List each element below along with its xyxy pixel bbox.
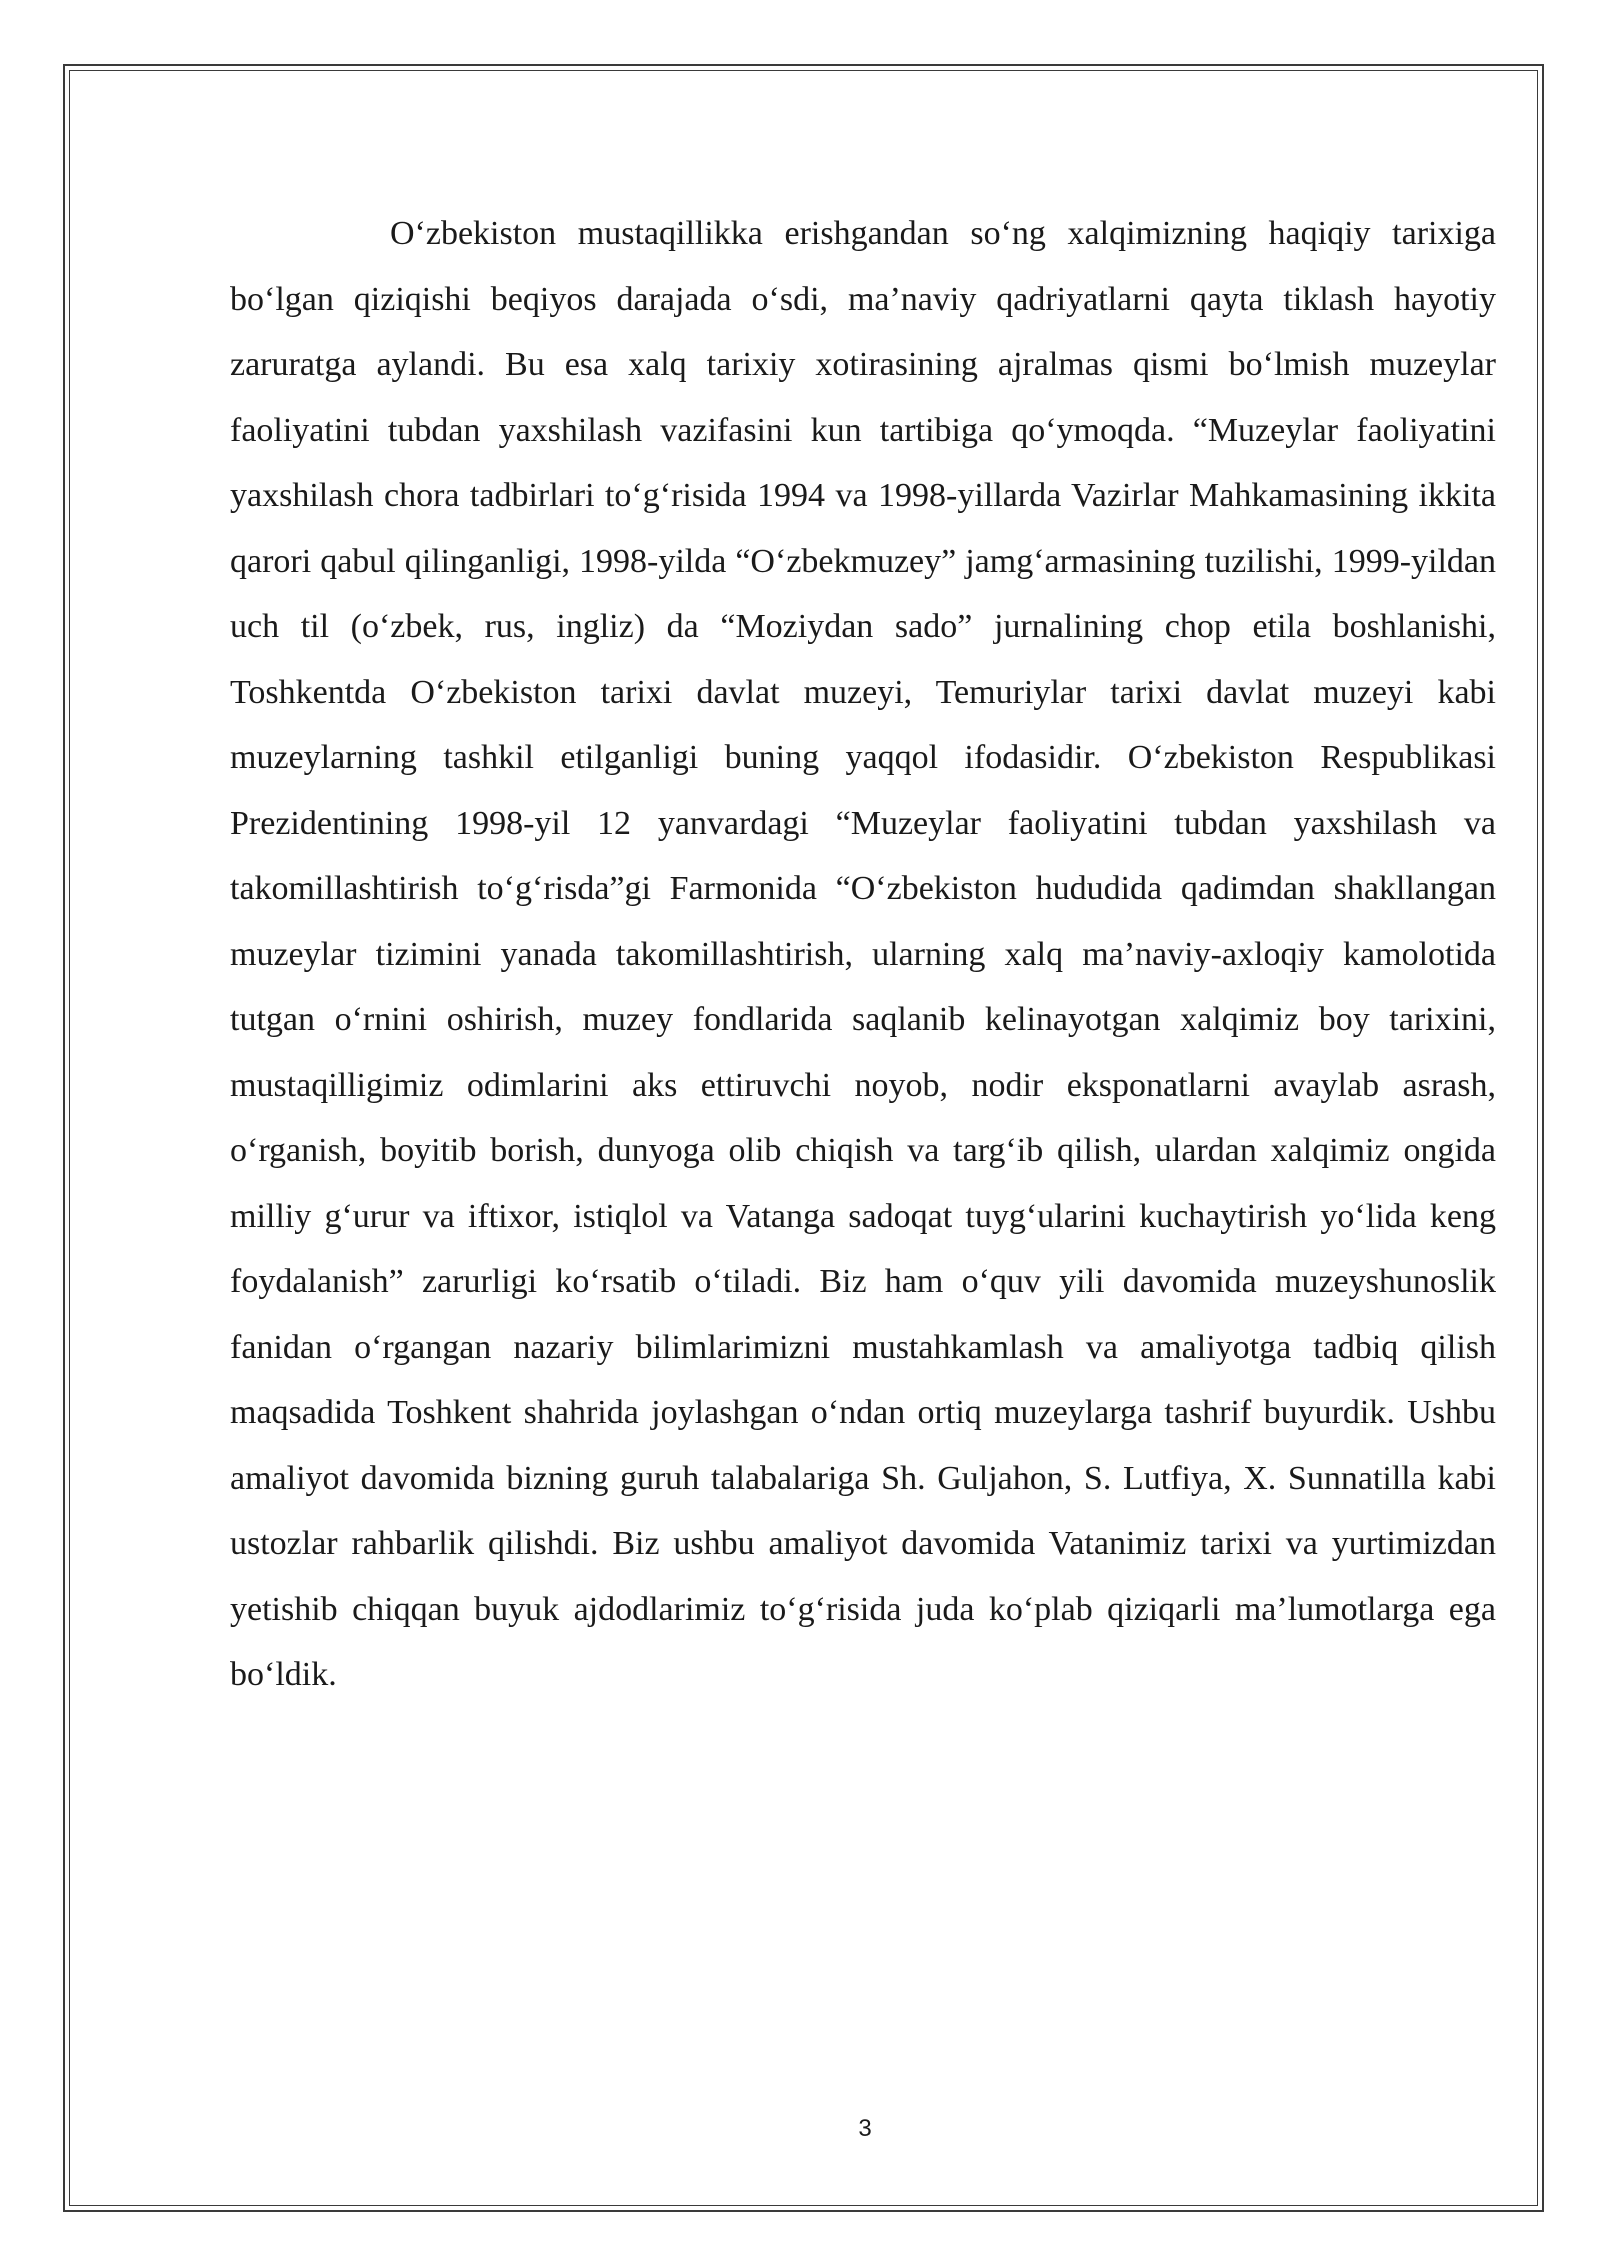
page-number: 3 [858,2115,872,2142]
body-paragraph: O‘zbekiston mustaqillikka erishgandan so‘ng xalqimizning haqiqiy tarixiga bo‘lgan qiziqishi beqiyos darajada o‘sdi, ma’naviy qadriyatlarni qayta tiklash hayotiy zaruratga aylandi. Bu esa xalq tarixiy xotirasining ajralmas qismi bo‘lmish muzeylar faoliyatini tubdan yaxshilash vazifasini kun tartibiga qo‘ymoqda. “Muzeylar faoliyatini yaxshilash chora tadbirlari to‘g‘risida 1994 va 1998-yillarda Vazirlar Mahkamasining ikkita qarori qabul qilinganligi, 1998-yilda “O‘zbekmuzey” jamg‘armasining tuzilishi, 1999-yildan uch til (o‘zbek, rus, ingliz) da “Moziydan sado” jurnalining chop etila boshlanishi, Toshkentda O‘zbekiston tarixi davlat muzeyi, Temuriylar tarixi davlat muzeyi kabi muzeylarning tashkil etilganligi buning yaqqol ifodasidir. O‘zbekiston Respublikasi Prezidentining 1998-yil 12 yanvardagi “Muzeylar faoliyatini tubdan yaxshilash va takomillashtirish to‘g‘risda”gi Farmonida “O‘zbekiston hududida qadimdan shakllangan muzeylar tizimini yanada takomillashtirish, ularning xalq ma’naviy-axloqiy kamolotida tutgan o‘rnini oshirish, muzey fondlarida saqlanib kelinayotgan xalqimiz boy tarixini, mustaqilligimiz odimlarini aks ettiruvchi noyob, nodir eksponatlarni avaylab asrash, o‘rganish, boyitib borish, dunyoga olib chiqish va targ‘ib qilish, ulardan xalqimiz ongida milliy g‘urur va iftixor, istiqlol va Vatanga sadoqat tuyg‘ularini kuchaytirish yo‘lida keng foydalanish” zarurligi ko‘rsatib o‘tiladi. Biz ham o‘quv yili davomida muzeyshunoslik fanidan o‘rgangan nazariy bilimlarimizni mustahkamlash va amaliyotga tadbiq qilish maqsadida Toshkent shahrida joylashgan o‘ndan ortiq muzeylarga tashrif buyurdik. Ushbu amaliyot davomida bizning guruh talabalariga Sh. Guljahon, S. Lutfiya, X. Sunnatilla kabi ustozlar rahbarlik qilishdi. Biz ushbu amaliyot davomida Vatanimiz tarixi va yurtimizdan yetishib chiqqan buyuk ajdodlarimiz to‘g‘risida juda ko‘plab qiziqarli ma’lumotlarga ega bo‘ldik. [230,215,1496,1693]
